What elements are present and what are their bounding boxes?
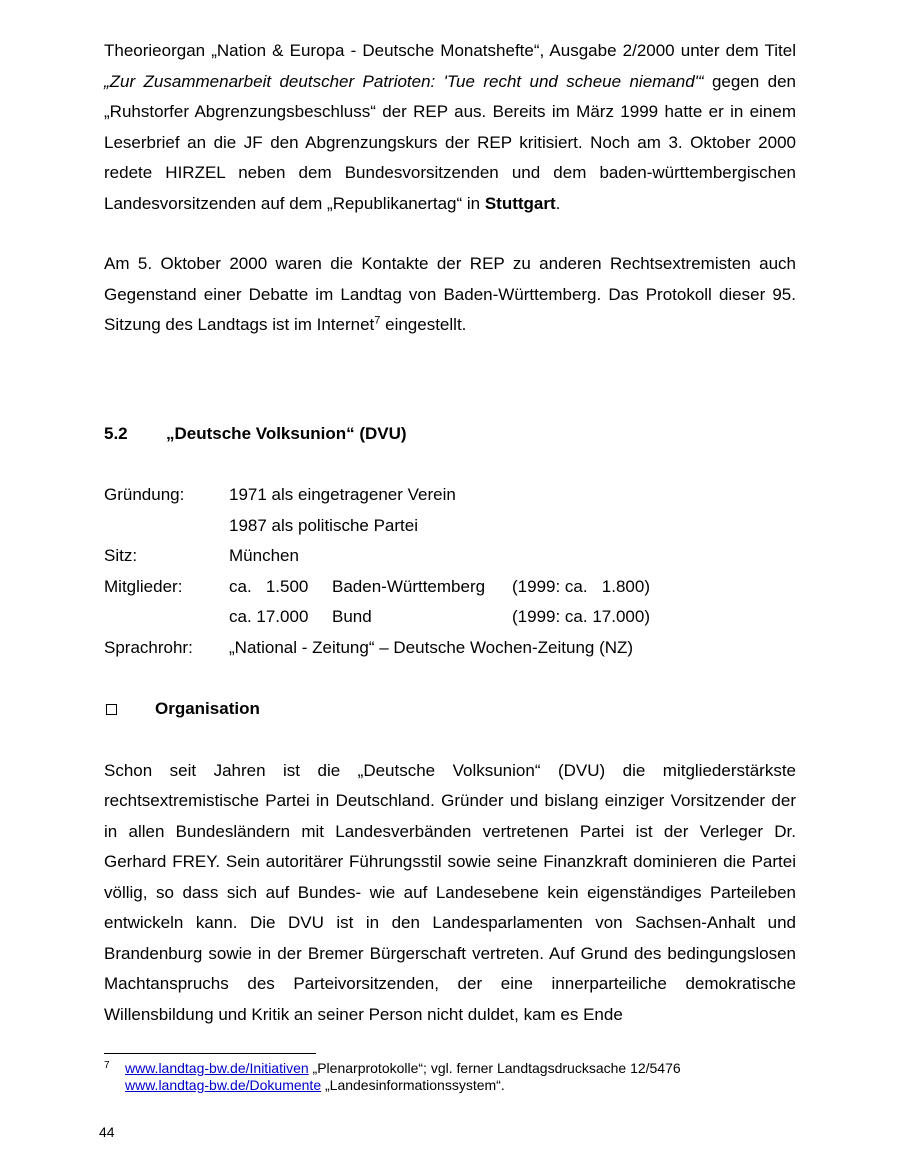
footnote-link-dokumente[interactable]: www.landtag-bw.de/Dokumente — [125, 1077, 322, 1093]
fact-row-gruendung-2 — [104, 511, 796, 542]
checkbox-bullet-icon — [106, 704, 117, 715]
footnote-body — [125, 1060, 794, 1094]
paragraph-text: Theorieorgan „Nation & Europa - Deutsche Monatshefte“, Ausgabe 2/2000 unter dem Titel — [104, 41, 796, 60]
paragraph-hirzel — [104, 36, 796, 219]
section-title: „Deutsche Volksunion“ (DVU) — [166, 423, 407, 443]
section-heading — [104, 419, 796, 450]
fact-row-mitglieder-bund — [104, 602, 796, 633]
paragraph-dvu: Schon seit Jahren ist die „Deutsche Volksunion“ (DVU) die mitgliederstärkste rechtsextremistische Partei in Deutschland. Gründer und bislang einziger Vorsitzender der in allen Bundesländern mit Landesverbänden vertretenen Partei ist der Verleger Dr. Gerhard FREY. Sein autoritärer Führungsstil sowie seine Finanzkraft dominieren die Partei völlig, so dass sich auf Bundes- wie auf Landesebene kein eigenständiges Parteileben entwickeln kann. Die DVU ist in den Landesparlamenten von Sachsen-Anhalt und Brandenburg sowie in der Bremer Bürgerschaft vertreten. Auf Grund des bedingungslosen Machtanspruchs des Parteivorsitzenden, der eine innerparteiliche demokratische Willensbildung und Kritik an seiner Person nicht duldet, kam es Ende — [104, 760, 796, 1024]
member-count: ca. 17.000 — [229, 607, 309, 626]
fact-label-empty — [104, 602, 229, 633]
fact-label: Sitz: — [104, 546, 138, 565]
fact-row-sitz — [104, 541, 796, 572]
paragraph-text: gegen den „Ruhstorfer Abgrenzungsbeschluss“ der REP aus. Bereits im März 1999 hatte er in einem Leserbrief an die JF den Abgrenzungskurs der REP kritisiert. Noch am 3. Oktober 2000 redete HIRZEL neben dem Bundesvorsitzenden und dem baden-württembergischen Landesvorsitzenden auf dem „Republikanertag“ in — [104, 71, 796, 213]
member-region: Bund — [332, 607, 372, 626]
footnote-link-initiativen[interactable]: www.landtag-bw.de/Initiativen — [125, 1060, 309, 1076]
article-title-italic: „Zur Zusammenarbeit deutscher Patrioten: 'Tue recht und scheue niemand'“ — [104, 71, 704, 91]
footnote-line-1 — [125, 1060, 794, 1077]
fact-row-sprachrohr — [104, 633, 796, 664]
fact-label: Gründung: — [104, 485, 185, 504]
footnote-reference[interactable]: 7 — [374, 314, 381, 327]
footnote-text: „Landesinformationssystem“. — [321, 1077, 505, 1093]
page-number: 44 — [99, 1124, 115, 1140]
paragraph-text: Am 5. Oktober 2000 waren die Kontakte der REP zu anderen Rechtsextremisten auch Gegenstand einer Debatte im Landtag von Baden-Württemberg. Das Protokoll dieser 95. Sitzung des Landtags ist im Internet — [104, 254, 796, 334]
paragraph-landtag — [104, 249, 796, 341]
page-body — [104, 36, 796, 1030]
member-region: Baden-Württemberg — [332, 576, 486, 596]
fact-value: München — [229, 546, 299, 565]
member-count: ca. 1.500 — [229, 576, 309, 596]
footnote-text: „Plenarprotokolle“; vgl. ferner Landtagsdrucksache 12/5476 — [308, 1060, 681, 1076]
fact-row-mitglieder-bw — [104, 572, 796, 603]
footnote-mark: 7 — [104, 1060, 110, 1071]
subsection-heading — [104, 694, 796, 725]
fact-row-gruendung — [104, 480, 796, 511]
paragraph-text: . — [555, 193, 561, 213]
section-number: 5.2 — [104, 423, 128, 443]
footnote-line-2 — [125, 1077, 794, 1094]
fact-value: 1987 als politische Partei — [229, 515, 419, 535]
place-stuttgart: Stuttgart — [484, 193, 556, 213]
member-previous: (1999: ca. 1.800) — [512, 576, 650, 596]
fact-label: Mitglieder: — [104, 576, 183, 596]
fact-value: „National - Zeitung“ – Deutsche Wochen-Zeitung (NZ) — [229, 637, 634, 657]
subsection-title: Organisation — [155, 699, 260, 718]
fact-label-empty — [104, 511, 229, 542]
footnote-divider — [104, 1053, 316, 1054]
party-facts — [104, 480, 796, 663]
footnote — [104, 1060, 794, 1094]
member-previous: (1999: ca. 17.000) — [512, 607, 650, 626]
fact-label: Sprachrohr: — [104, 637, 193, 657]
fact-value: 1971 als eingetragener Verein — [229, 485, 456, 504]
paragraph-text: eingestellt. — [380, 315, 467, 334]
